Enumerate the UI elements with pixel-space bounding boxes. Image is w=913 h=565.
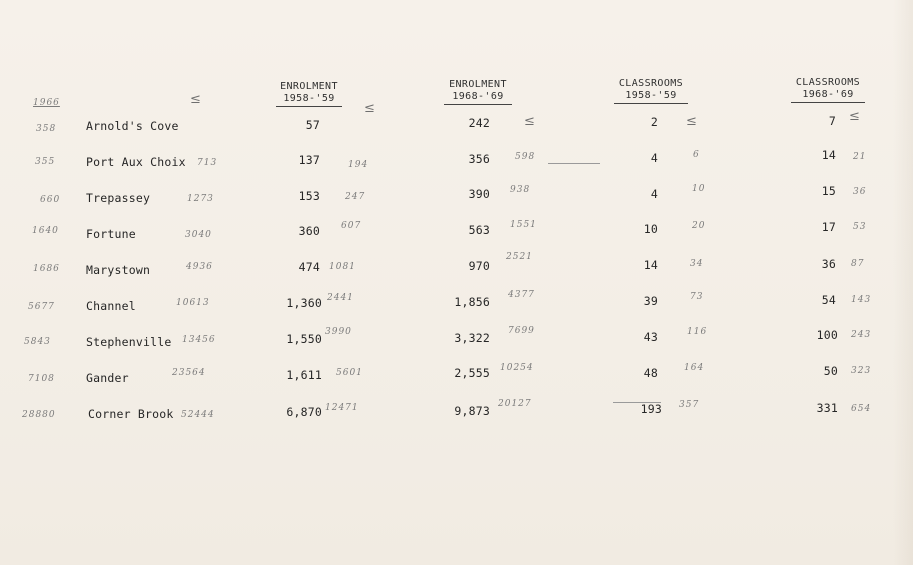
population-note: 1686 (33, 264, 60, 274)
classrooms-1968-note: 87 (851, 259, 865, 269)
header-period: 1958-'59 (614, 90, 688, 104)
enrolment-1968-note: 20127 (498, 399, 532, 409)
sigma-mark: ≤ (364, 101, 375, 116)
classrooms-1968-note: 323 (851, 366, 872, 376)
place-name: Fortune (86, 227, 136, 241)
sigma-mark: ≤ (190, 92, 201, 107)
classrooms-1968: 14 (821, 148, 836, 162)
place-note: 23564 (172, 368, 206, 378)
enrolment-1968-note: 2521 (506, 252, 533, 262)
place-note: 4936 (186, 262, 213, 272)
place-note: 13456 (182, 335, 216, 345)
classrooms-1968: 331 (816, 401, 838, 415)
sigma-mark: ≤ (686, 114, 697, 129)
classrooms-1958: 4 (650, 151, 658, 165)
classrooms-1958: 14 (643, 258, 658, 272)
header-title: CLASSROOMS (795, 77, 861, 88)
place-note: 3040 (185, 230, 212, 240)
enrolment-1958-note: 607 (341, 221, 362, 231)
place-name: Trepassey (86, 191, 151, 205)
enrolment-1958: 1,360 (286, 296, 322, 310)
enrolment-1968-note: 7699 (508, 326, 535, 336)
dash-mark (548, 163, 600, 164)
place-name: Gander (86, 371, 129, 385)
classrooms-1958-note: 20 (692, 221, 706, 231)
place-note: 713 (197, 158, 218, 168)
classrooms-1958-note: 116 (687, 327, 708, 337)
classrooms-1968-note: 21 (853, 152, 867, 162)
header-period: 1968-'69 (444, 91, 512, 105)
place-name: Channel (86, 299, 136, 313)
enrolment-1958-note: 3990 (325, 327, 352, 337)
header-period: 1958-'59 (276, 93, 342, 107)
classrooms-1958: 39 (643, 294, 658, 308)
classrooms-1958: 43 (643, 330, 658, 344)
enrolment-1968-note: 1551 (510, 220, 537, 230)
enrolment-1968-note: 4377 (508, 290, 535, 300)
place-note: 1273 (187, 194, 214, 204)
enrolment-1968: 390 (468, 187, 490, 201)
population-note: 5677 (28, 302, 55, 312)
classrooms-1958: 48 (643, 366, 658, 380)
classrooms-1958-note: 164 (684, 363, 705, 373)
enrolment-1958: 6,870 (286, 405, 322, 419)
enrolment-1958: 474 (298, 260, 320, 274)
place-name: Port Aux Choix (86, 155, 186, 169)
classrooms-1958-note: 357 (679, 400, 700, 410)
header-title: ENROLMENT (449, 79, 507, 90)
population-note: 7108 (28, 374, 55, 384)
header-title: ENROLMENT (280, 81, 338, 92)
classrooms-1968-note: 243 (851, 330, 872, 340)
place-note: 10613 (176, 298, 210, 308)
enrolment-1958-note: 12471 (325, 403, 359, 413)
enrolment-1958: 153 (298, 189, 320, 203)
enrolment-1968: 970 (468, 259, 490, 273)
classrooms-1968: 50 (823, 364, 838, 378)
classrooms-1958-note: 73 (690, 292, 704, 302)
classrooms-1968-note: 654 (851, 404, 872, 414)
place-name: Stephenville (86, 335, 172, 349)
classrooms-1958-note: 10 (692, 184, 706, 194)
classrooms-1968-note: 143 (851, 295, 872, 305)
population-note: 28880 (22, 410, 56, 420)
enrolment-1958: 57 (305, 118, 320, 132)
classrooms-1968: 15 (821, 184, 836, 198)
classrooms-1968: 100 (816, 328, 838, 342)
header-enrolment-1968 (444, 79, 512, 105)
population-note: 358 (36, 124, 57, 134)
population-note: 660 (40, 195, 61, 205)
enrolment-1958: 1,550 (286, 332, 322, 346)
enrolment-1968: 2,555 (454, 366, 490, 380)
enrolment-1968: 1,856 (454, 295, 490, 309)
population-note: 355 (35, 157, 56, 167)
classrooms-1968: 54 (821, 293, 836, 307)
classrooms-1968: 17 (821, 220, 836, 234)
header-period: 1968-'69 (791, 89, 865, 103)
classrooms-1958: 2 (650, 115, 658, 129)
header-enrolment-1958 (276, 81, 342, 107)
classrooms-1958: 4 (650, 187, 658, 201)
enrolment-1958-note: 247 (345, 192, 366, 202)
classrooms-1968-note: 36 (853, 187, 867, 197)
place-name: Marystown (86, 263, 151, 277)
enrolment-1958-note: 194 (348, 160, 369, 170)
place-name: Corner Brook (88, 407, 174, 421)
enrolment-1958: 360 (298, 224, 320, 238)
header-classrooms-1958 (614, 78, 688, 104)
year-note: 1966 (33, 98, 60, 108)
classrooms-1968: 36 (821, 257, 836, 271)
header-classrooms-1968 (791, 77, 865, 103)
classrooms-1958: 10 (643, 222, 658, 236)
classrooms-1958: 193 (640, 402, 662, 416)
enrolment-1958-note: 1081 (329, 262, 356, 272)
sigma-mark: ≤ (524, 114, 535, 129)
enrolment-1968: 356 (468, 152, 490, 166)
classrooms-1958-note: 6 (693, 150, 700, 160)
page-edge (893, 0, 913, 565)
enrolment-1958: 137 (298, 153, 320, 167)
enrolment-1968: 563 (468, 223, 490, 237)
sigma-mark: ≤ (849, 109, 860, 124)
enrolment-1958-note: 5601 (336, 368, 363, 378)
enrolment-1968: 3,322 (454, 331, 490, 345)
classrooms-1968-note: 53 (853, 222, 867, 232)
enrolment-1968-note: 10254 (500, 363, 534, 373)
population-note: 5843 (24, 337, 51, 347)
enrolment-1958: 1,611 (286, 368, 322, 382)
enrolment-1968-note: 938 (510, 185, 531, 195)
enrolment-1958-note: 2441 (327, 293, 354, 303)
place-name: Arnold's Cove (86, 119, 179, 133)
place-note: 52444 (181, 410, 215, 420)
enrolment-1968: 242 (468, 116, 490, 130)
enrolment-1968-note: 598 (515, 152, 536, 162)
classrooms-1958-note: 34 (690, 259, 704, 269)
enrolment-1968: 9,873 (454, 404, 490, 418)
classrooms-1968: 7 (828, 114, 836, 128)
header-title: CLASSROOMS (618, 78, 684, 89)
population-note: 1640 (32, 226, 59, 236)
